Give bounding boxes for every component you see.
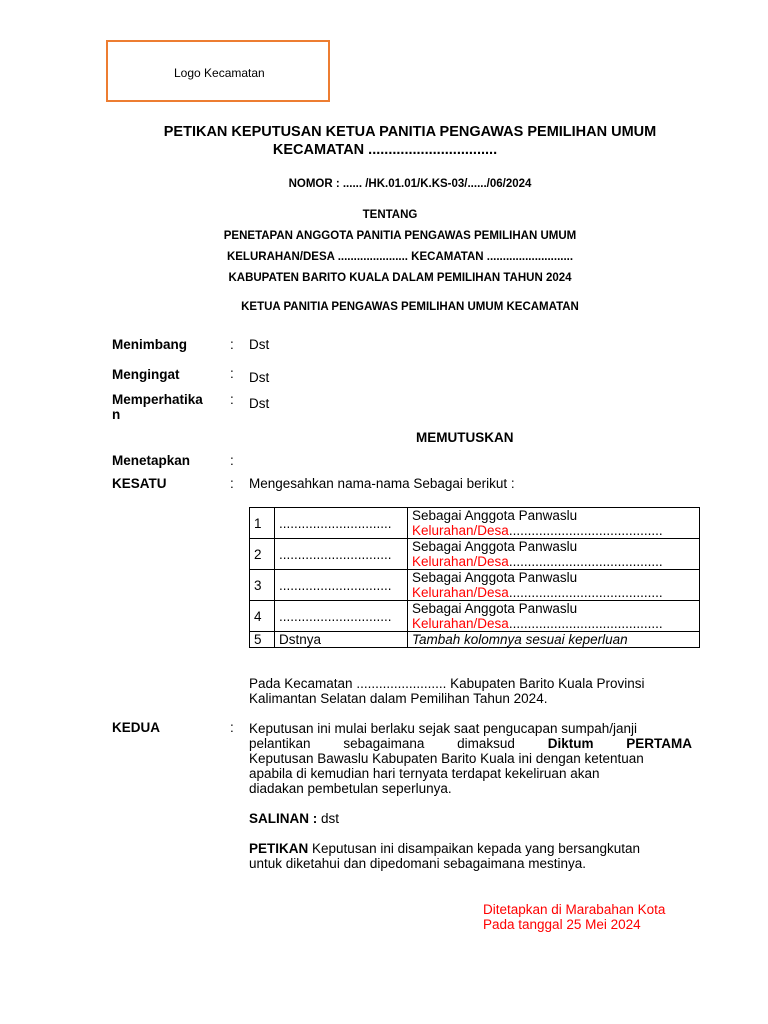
row-number: 5	[250, 632, 275, 648]
role-area	[412, 523, 695, 538]
kedua-word-2: sebagaimana	[343, 736, 425, 751]
kedua-line-1: Keputusan ini mulai berlaku sejak saat pengucapan sumpah/janji	[249, 721, 637, 736]
kedua-line-3: Keputusan Bawaslu Kabupaten Barito Kuala ini dengan ketentuan	[249, 751, 644, 766]
row-number: 4	[250, 601, 275, 632]
member-name: ..............................	[275, 539, 408, 570]
role-area-dots: .........................................	[508, 554, 663, 569]
decree-number: NOMOR : ...... /HK.01.01/K.KS-03/....../06/2024	[288, 178, 532, 190]
kedua-line-5: diadakan pembetulan seperlunya.	[249, 781, 452, 796]
member-role	[408, 601, 700, 632]
memperhatikan-label-line-1: Memperhatika	[112, 392, 203, 407]
member-role	[408, 570, 700, 601]
member-role	[408, 508, 700, 539]
issuer-heading: KETUA PANITIA PENGAWAS PEMILIHAN UMUM KECAMATAN	[241, 301, 579, 313]
kesatu-colon: :	[230, 476, 234, 491]
role-area-label: Kelurahan/Desa	[412, 616, 509, 631]
member-name: ..............................	[275, 570, 408, 601]
table-row	[250, 508, 700, 539]
table-note: Tambah kolomnya sesuai keperluan	[408, 632, 700, 648]
salinan-line	[249, 811, 339, 826]
memperhatikan-colon: :	[230, 392, 234, 407]
kedua-word-3: dimaksud	[457, 736, 515, 751]
petikan-line-2: untuk diketahui dan dipedomani sebagaimana mestinya.	[249, 856, 586, 871]
menetapkan-colon: :	[230, 453, 234, 468]
petikan-line-1	[249, 841, 692, 856]
memperhatikan-label-line-2: n	[112, 407, 121, 422]
role-area-label: Kelurahan/Desa	[412, 585, 509, 600]
kedua-word-1: pelantikan	[249, 736, 311, 751]
member-name: ..............................	[275, 508, 408, 539]
table-row	[250, 601, 700, 632]
role-line: Sebagai Anggota Panwaslu	[412, 570, 578, 585]
mengingat-value: Dst	[249, 370, 270, 385]
signature-block	[483, 902, 665, 932]
kedua-line-2	[249, 736, 692, 751]
petikan-text-1: Keputusan ini disampaikan kepada yang bersangkutan	[312, 841, 641, 856]
petikan-label: PETIKAN	[249, 841, 309, 856]
tentang-heading: TENTANG	[362, 209, 418, 221]
petikan-paragraph	[249, 841, 692, 871]
role-area-label: Kelurahan/Desa	[412, 554, 509, 569]
members-table	[249, 507, 700, 648]
role-line: Sebagai Anggota Panwaslu	[412, 539, 578, 554]
member-name: ..............................	[275, 601, 408, 632]
role-area	[412, 585, 695, 600]
menimbang-colon: :	[230, 337, 234, 352]
title-line-2: KECAMATAN ................................	[272, 142, 498, 158]
signature-date: Pada tanggal 25 Mei 2024	[483, 917, 641, 932]
kesatu-text: Mengesahkan nama-nama Sebagai berikut :	[249, 476, 515, 491]
row-number: 3	[250, 570, 275, 601]
location-line-2: Kalimantan Selatan dalam Pemilihan Tahun 2024.	[249, 691, 548, 706]
role-area	[412, 554, 695, 569]
table-row	[250, 632, 700, 648]
kedua-word-5: PERTAMA	[626, 736, 692, 751]
kesatu-label: KESATU	[112, 476, 167, 491]
role-area-dots: .........................................	[508, 616, 663, 631]
location-line-1: Pada Kecamatan ........................ Kabupaten Barito Kuala Provinsi	[249, 676, 645, 691]
menimbang-label: Menimbang	[112, 337, 188, 352]
role-area-dots: .........................................	[508, 523, 663, 538]
salinan-label: SALINAN :	[249, 811, 318, 826]
subject-line-1: PENETAPAN ANGGOTA PANITIA PENGAWAS PEMILIHAN UMUM	[223, 230, 577, 242]
signature-place: Ditetapkan di Marabahan Kota	[483, 902, 666, 917]
memperhatikan-value: Dst	[249, 396, 270, 411]
kedua-colon: :	[230, 720, 234, 735]
role-area-dots: .........................................	[508, 585, 663, 600]
menetapkan-label: Menetapkan	[112, 453, 191, 468]
salinan-value: dst	[321, 811, 340, 826]
memutuskan-heading: MEMUTUSKAN	[416, 430, 514, 445]
role-area	[412, 616, 695, 631]
location-paragraph	[249, 676, 694, 706]
logo-placeholder	[106, 40, 330, 102]
kedua-word-4: Diktum	[547, 736, 594, 751]
role-line: Sebagai Anggota Panwaslu	[412, 601, 578, 616]
document-title	[80, 123, 740, 159]
mengingat-label: Mengingat	[112, 367, 180, 382]
member-role	[408, 539, 700, 570]
logo-label: Logo Kecamatan	[174, 66, 265, 80]
mengingat-colon: :	[230, 366, 234, 381]
member-name: Dstnya	[275, 632, 408, 648]
role-area-label: Kelurahan/Desa	[412, 523, 509, 538]
kedua-label: KEDUA	[112, 720, 161, 735]
row-number: 2	[250, 539, 275, 570]
table-row	[250, 570, 700, 601]
role-line: Sebagai Anggota Panwaslu	[412, 508, 578, 523]
subject-line-3: KABUPATEN BARITO KUALA DALAM PEMILIHAN TAHUN 2024	[228, 272, 572, 284]
kedua-paragraph	[249, 721, 692, 796]
memperhatikan-label	[112, 392, 203, 422]
title-line-1: PETIKAN KEPUTUSAN KETUA PANITIA PENGAWAS PEMILIHAN UMUM	[163, 124, 657, 140]
row-number: 1	[250, 508, 275, 539]
kedua-line-4: apabila di kemudian hari ternyata terdapat kekeliruan akan	[249, 766, 600, 781]
table-row	[250, 539, 700, 570]
menimbang-value: Dst	[249, 337, 270, 352]
subject-line-2: KELURAHAN/DESA ...................... KECAMATAN ...........................	[226, 251, 574, 263]
